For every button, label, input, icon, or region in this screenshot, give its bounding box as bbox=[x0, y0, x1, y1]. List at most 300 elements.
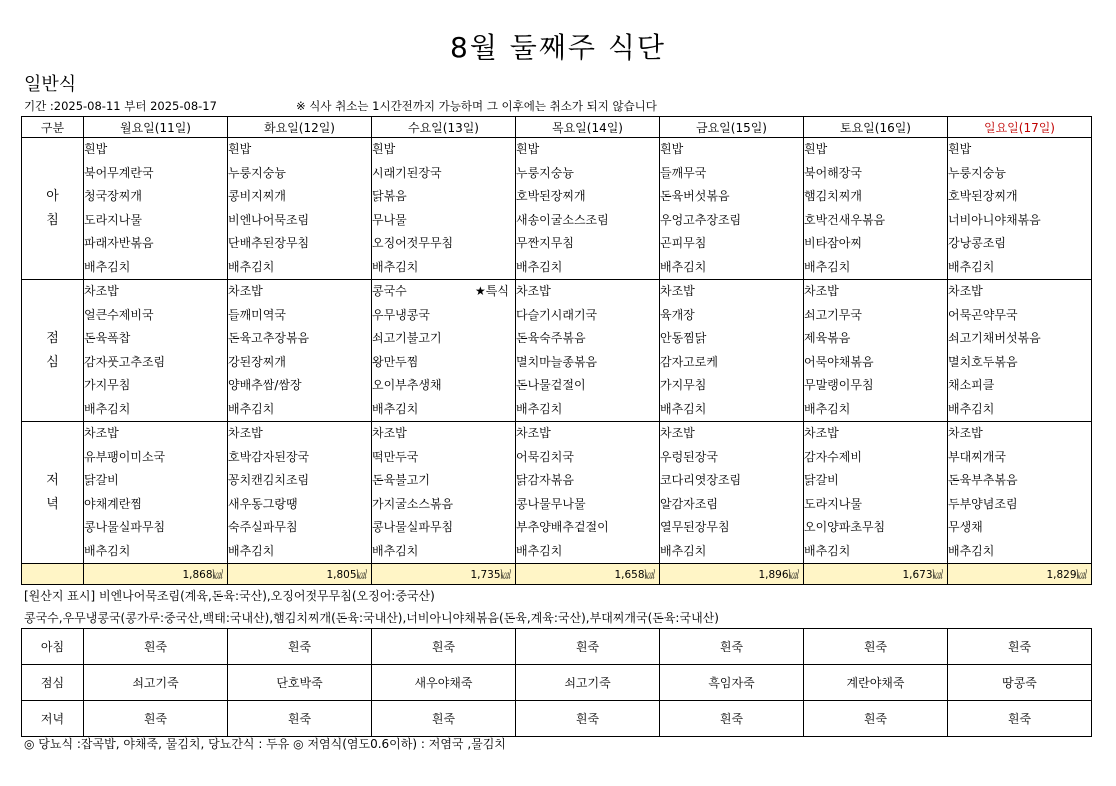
menu-item-text: 콩국수 bbox=[372, 284, 407, 298]
menu-item-text: 숙주실파무침 bbox=[228, 520, 298, 534]
menu-item bbox=[660, 280, 803, 304]
menu-item bbox=[228, 209, 371, 233]
menu-item bbox=[660, 162, 803, 186]
menu-item bbox=[372, 209, 515, 233]
menu-cell-fri bbox=[660, 138, 804, 280]
porridge-row bbox=[22, 629, 1092, 665]
menu-item-text: 가지굴소스볶음 bbox=[372, 496, 454, 511]
menu-item-text: 어묵곤약무국 bbox=[948, 307, 1018, 322]
menu-item-text: 차조밥 bbox=[660, 426, 695, 440]
menu-item bbox=[228, 446, 371, 470]
origin-notice-line2: 콩국수,우무냉콩국(콩가루:중국산,백태:국내산),햄김치찌개(돈육:국내산),너비아니야채볶음(돈육,계육:국산),부대찌개국(돈육:국내산) bbox=[24, 611, 719, 625]
menu-item-text: 콩나물무나물 bbox=[516, 496, 586, 511]
menu-item-text: 돈육폭찹 bbox=[84, 331, 131, 345]
diet-type-label: 일반식 bbox=[24, 74, 77, 95]
menu-item-text: 호박건새우볶음 bbox=[804, 212, 886, 227]
cancellation-notice: ※ 식사 취소는 1시간전까지 가능하며 그 이후에는 취소가 되지 않습니다 bbox=[296, 99, 657, 113]
menu-item bbox=[516, 516, 659, 540]
menu-cell-sun bbox=[948, 422, 1092, 564]
menu-item bbox=[660, 232, 803, 256]
menu-cell-tue bbox=[228, 138, 372, 280]
menu-item bbox=[84, 327, 227, 351]
menu-item-text: 파래자반볶음 bbox=[84, 236, 154, 250]
menu-item bbox=[948, 327, 1091, 351]
menu-item-text: 배추김치 bbox=[804, 259, 851, 274]
menu-item-text: 멸치호두볶음 bbox=[948, 354, 1018, 369]
menu-item-text: 채소피클 bbox=[948, 378, 995, 392]
menu-item bbox=[948, 232, 1091, 256]
menu-item bbox=[228, 185, 371, 209]
menu-item bbox=[228, 304, 371, 328]
menu-item-text: 우엉고추장조림 bbox=[660, 212, 742, 227]
meal-label-char: 심 bbox=[46, 354, 59, 370]
porridge-meal-label: 저녁 bbox=[22, 701, 84, 737]
menu-item-text: 차조밥 bbox=[804, 426, 839, 440]
menu-item-text: 콩나물실파무침 bbox=[372, 520, 454, 534]
menu-item-text: 청국장찌개 bbox=[84, 189, 142, 203]
menu-cell-wed bbox=[372, 422, 516, 564]
menu-item-text: 차조밥 bbox=[516, 284, 551, 298]
menu-item-text: 흰밥 bbox=[516, 142, 540, 156]
menu-item bbox=[372, 540, 515, 564]
menu-item bbox=[228, 540, 371, 564]
menu-item bbox=[372, 398, 515, 422]
menu-item-text: 쇠고기무국 bbox=[804, 307, 862, 322]
period-text: 기간 :2025-08-11 부터 2025-08-17 bbox=[24, 99, 217, 113]
menu-item-text: 알감자조림 bbox=[660, 496, 718, 511]
menu-item bbox=[228, 138, 371, 162]
menu-cell-tue bbox=[228, 422, 372, 564]
menu-item bbox=[372, 327, 515, 351]
menu-item-text: 차조밥 bbox=[228, 284, 263, 298]
menu-item bbox=[84, 493, 227, 517]
menu-item-text: 열무된장무침 bbox=[660, 520, 730, 534]
meal-label-char: 점 bbox=[46, 330, 59, 346]
menu-item bbox=[372, 304, 515, 328]
menu-item-text: 멸치마늘종볶음 bbox=[516, 354, 598, 369]
menu-item bbox=[84, 138, 227, 162]
menu-item-text: 배추김치 bbox=[804, 543, 851, 558]
menu-item bbox=[948, 351, 1091, 375]
menu-item-text: 배추김치 bbox=[660, 401, 707, 416]
menu-item-text: 감자고로케 bbox=[660, 354, 718, 369]
porridge-cell-sat: 계란야채죽 bbox=[804, 665, 948, 701]
menu-item-text: 차조밥 bbox=[372, 426, 407, 440]
menu-item-text: 왕만두찜 bbox=[372, 354, 419, 369]
menu-item bbox=[660, 374, 803, 398]
menu-item bbox=[84, 351, 227, 375]
menu-item bbox=[516, 327, 659, 351]
menu-item bbox=[660, 422, 803, 446]
porridge-cell-sun: 땅콩죽 bbox=[948, 665, 1092, 701]
menu-item-text: 단배추된장무침 bbox=[228, 236, 310, 250]
menu-item bbox=[84, 422, 227, 446]
menu-cell-thu bbox=[516, 138, 660, 280]
menu-item bbox=[660, 446, 803, 470]
menu-item-text: 닭볶음 bbox=[372, 189, 407, 203]
menu-item-text: 누룽지숭늉 bbox=[228, 165, 286, 180]
menu-item bbox=[372, 138, 515, 162]
menu-item-text: 배추김치 bbox=[372, 259, 419, 274]
menu-item bbox=[84, 374, 227, 398]
menu-item bbox=[804, 540, 947, 564]
menu-item bbox=[660, 469, 803, 493]
day-header-sun: 일요일(17일) bbox=[948, 117, 1092, 138]
menu-item bbox=[372, 256, 515, 280]
menu-item-text: 돈육불고기 bbox=[372, 473, 430, 487]
menu-item-text: 호박감자된장국 bbox=[228, 449, 310, 464]
menu-item bbox=[804, 256, 947, 280]
calorie-thu: 1,658㎉ bbox=[516, 564, 660, 585]
meal-label-char: 아 bbox=[46, 188, 59, 204]
menu-item-text: 비엔나어묵조림 bbox=[228, 212, 310, 227]
menu-item-text: 육개장 bbox=[660, 307, 695, 322]
calorie-row bbox=[22, 564, 1092, 585]
porridge-cell-thu: 쇠고기죽 bbox=[516, 665, 660, 701]
menu-item-text: 흰밥 bbox=[660, 142, 684, 156]
weekly-menu-table bbox=[21, 116, 1092, 585]
menu-item bbox=[804, 469, 947, 493]
menu-item bbox=[228, 256, 371, 280]
special-meal-badge: ★특식 bbox=[475, 284, 509, 298]
menu-item-text: 배추김치 bbox=[84, 401, 131, 416]
menu-item-text: 누룽지숭늉 bbox=[516, 165, 574, 180]
porridge-cell-fri: 흑임자죽 bbox=[660, 665, 804, 701]
menu-item bbox=[660, 540, 803, 564]
menu-item bbox=[948, 209, 1091, 233]
menu-item-text: 햄김치찌개 bbox=[804, 189, 862, 203]
menu-item-text: 배추김치 bbox=[804, 401, 851, 416]
menu-item-text: 흰밥 bbox=[228, 142, 252, 156]
menu-item bbox=[516, 256, 659, 280]
menu-item bbox=[84, 540, 227, 564]
porridge-cell-tue: 단호박죽 bbox=[228, 665, 372, 701]
menu-item-text: 어묵김치국 bbox=[516, 449, 574, 464]
menu-item bbox=[660, 256, 803, 280]
menu-item bbox=[516, 469, 659, 493]
menu-item bbox=[84, 162, 227, 186]
menu-item bbox=[228, 232, 371, 256]
menu-item bbox=[516, 540, 659, 564]
day-header-mon: 월요일(11일) bbox=[84, 117, 228, 138]
menu-item bbox=[516, 280, 659, 304]
menu-item bbox=[228, 398, 371, 422]
menu-item-text: 차조밥 bbox=[804, 284, 839, 298]
menu-item bbox=[948, 540, 1091, 564]
day-header-tue: 화요일(12일) bbox=[228, 117, 372, 138]
menu-item-text: 오징어젓무무침 bbox=[372, 236, 454, 250]
menu-item bbox=[372, 374, 515, 398]
menu-item-text: 배추김치 bbox=[372, 543, 419, 558]
menu-item-text: 비타잠아찌 bbox=[804, 236, 862, 250]
menu-cell-thu bbox=[516, 422, 660, 564]
menu-item-text: 차조밥 bbox=[948, 426, 983, 440]
menu-item-text: 차조밥 bbox=[84, 426, 119, 440]
menu-item bbox=[804, 493, 947, 517]
menu-item bbox=[228, 162, 371, 186]
menu-item bbox=[804, 516, 947, 540]
porridge-meal-label: 점심 bbox=[22, 665, 84, 701]
menu-item bbox=[948, 469, 1091, 493]
porridge-cell-sat: 흰죽 bbox=[804, 629, 948, 665]
menu-cell-fri bbox=[660, 422, 804, 564]
menu-item bbox=[948, 162, 1091, 186]
menu-item-text: 차조밥 bbox=[660, 284, 695, 298]
menu-item-text: 배추김치 bbox=[948, 401, 995, 416]
menu-item bbox=[948, 422, 1091, 446]
menu-item bbox=[516, 422, 659, 446]
menu-item-text: 새송이굴소스조림 bbox=[516, 212, 609, 227]
menu-item-text: 곤피무침 bbox=[660, 236, 707, 250]
menu-item bbox=[228, 351, 371, 375]
menu-item-text: 누룽지숭늉 bbox=[948, 165, 1006, 180]
menu-item-text: 다슬기시래기국 bbox=[516, 307, 598, 322]
menu-item bbox=[804, 209, 947, 233]
menu-item-text: 우렁된장국 bbox=[660, 449, 718, 464]
menu-item bbox=[948, 256, 1091, 280]
menu-item-text: 돈육숙주볶음 bbox=[516, 331, 586, 345]
menu-item bbox=[804, 446, 947, 470]
calorie-tue: 1,805㎉ bbox=[228, 564, 372, 585]
menu-item bbox=[804, 162, 947, 186]
menu-item bbox=[516, 493, 659, 517]
menu-item-text: 강낭콩조림 bbox=[948, 236, 1006, 250]
meal-row bbox=[22, 422, 1092, 564]
menu-item-text: 돈육고추장볶음 bbox=[228, 331, 310, 345]
menu-item-text: 부대찌개국 bbox=[948, 449, 1006, 464]
menu-item-text: 차조밥 bbox=[948, 284, 983, 298]
porridge-cell-sun: 흰죽 bbox=[948, 629, 1092, 665]
porridge-cell-mon: 흰죽 bbox=[84, 701, 228, 737]
day-header-wed: 수요일(13일) bbox=[372, 117, 516, 138]
porridge-cell-wed: 흰죽 bbox=[372, 701, 516, 737]
porridge-cell-sat: 흰죽 bbox=[804, 701, 948, 737]
menu-item-text: 흰밥 bbox=[804, 142, 828, 156]
menu-item bbox=[660, 493, 803, 517]
menu-item bbox=[372, 469, 515, 493]
menu-item bbox=[660, 351, 803, 375]
header-label: 구분 bbox=[22, 117, 84, 138]
porridge-cell-wed: 새우야채죽 bbox=[372, 665, 516, 701]
menu-item bbox=[948, 398, 1091, 422]
menu-item-text: 어묵야채볶음 bbox=[804, 354, 874, 369]
menu-item-text: 꽁치캔김치조림 bbox=[228, 473, 310, 487]
meal-label-char: 저 bbox=[46, 472, 59, 488]
menu-item bbox=[804, 185, 947, 209]
menu-item-text: 오이양파초무침 bbox=[804, 520, 886, 534]
menu-item-text: 호박된장찌개 bbox=[948, 189, 1018, 203]
menu-cell-sat bbox=[804, 422, 948, 564]
menu-cell-sat bbox=[804, 280, 948, 422]
menu-item bbox=[84, 516, 227, 540]
porridge-cell-fri: 흰죽 bbox=[660, 701, 804, 737]
menu-item bbox=[228, 422, 371, 446]
menu-item-text: 야채계란찜 bbox=[84, 496, 142, 511]
meal-row bbox=[22, 280, 1092, 422]
menu-cell-mon bbox=[84, 280, 228, 422]
menu-item bbox=[516, 446, 659, 470]
meal-label bbox=[22, 280, 84, 422]
menu-item bbox=[804, 232, 947, 256]
menu-item bbox=[660, 327, 803, 351]
menu-item-text: 유부팽이미소국 bbox=[84, 449, 166, 464]
menu-item-text: 코다리엿장조림 bbox=[660, 473, 742, 487]
meal-label bbox=[22, 138, 84, 280]
menu-item bbox=[804, 351, 947, 375]
menu-item bbox=[948, 446, 1091, 470]
menu-item bbox=[516, 374, 659, 398]
menu-item bbox=[660, 138, 803, 162]
menu-item bbox=[516, 138, 659, 162]
menu-item bbox=[516, 304, 659, 328]
menu-item-text: 얼큰수제비국 bbox=[84, 307, 154, 322]
porridge-cell-fri: 흰죽 bbox=[660, 629, 804, 665]
menu-item bbox=[948, 304, 1091, 328]
menu-item-text: 배추김치 bbox=[84, 259, 131, 274]
menu-item-text: 무말랭이무침 bbox=[804, 378, 874, 392]
menu-item-text: 콩나물실파무침 bbox=[84, 520, 166, 534]
menu-item bbox=[804, 374, 947, 398]
menu-item bbox=[516, 162, 659, 186]
menu-item-text: 새우동그랑땡 bbox=[228, 496, 298, 511]
menu-item bbox=[228, 469, 371, 493]
day-header-thu: 목요일(14일) bbox=[516, 117, 660, 138]
calorie-sun: 1,829㎉ bbox=[948, 564, 1092, 585]
menu-item bbox=[84, 256, 227, 280]
porridge-cell-thu: 흰죽 bbox=[516, 701, 660, 737]
menu-item-text: 배추김치 bbox=[948, 259, 995, 274]
menu-item-text: 북어해장국 bbox=[804, 165, 862, 180]
menu-item-text: 콩비지찌개 bbox=[228, 189, 286, 203]
menu-item-text: 차조밥 bbox=[84, 284, 119, 298]
porridge-cell-mon: 쇠고기죽 bbox=[84, 665, 228, 701]
menu-item bbox=[372, 516, 515, 540]
menu-item-text: 들깨무국 bbox=[660, 165, 707, 180]
menu-item-text: 시래기된장국 bbox=[372, 165, 442, 180]
menu-item-text: 배추김치 bbox=[84, 543, 131, 558]
menu-item bbox=[84, 446, 227, 470]
menu-item bbox=[372, 422, 515, 446]
menu-item-text: 돈육버섯볶음 bbox=[660, 189, 730, 203]
menu-item-text: 우무냉콩국 bbox=[372, 307, 430, 322]
menu-item bbox=[660, 209, 803, 233]
menu-item-text: 북어무계란국 bbox=[84, 165, 154, 180]
menu-item bbox=[948, 280, 1091, 304]
porridge-cell-tue: 흰죽 bbox=[228, 629, 372, 665]
menu-cell-sun bbox=[948, 138, 1092, 280]
menu-item-text: 돈육부추볶음 bbox=[948, 473, 1018, 487]
menu-item-text: 감자수제비 bbox=[804, 449, 862, 464]
menu-item-text: 너비아니야채볶음 bbox=[948, 212, 1041, 227]
menu-item-text: 안동찜닭 bbox=[660, 331, 707, 345]
menu-item bbox=[948, 516, 1091, 540]
menu-item bbox=[660, 398, 803, 422]
calorie-sat: 1,673㎉ bbox=[804, 564, 948, 585]
menu-item bbox=[84, 185, 227, 209]
page-title: 8월 둘째주 식단 bbox=[450, 31, 666, 64]
porridge-table bbox=[21, 628, 1092, 737]
menu-item bbox=[372, 162, 515, 186]
menu-item bbox=[516, 351, 659, 375]
menu-cell-sun bbox=[948, 280, 1092, 422]
menu-cell-tue bbox=[228, 280, 372, 422]
menu-item-text: 배추김치 bbox=[516, 543, 563, 558]
menu-item-text: 도라지나물 bbox=[804, 496, 862, 511]
calorie-mon: 1,868㎉ bbox=[84, 564, 228, 585]
menu-item-text: 돈나물겉절이 bbox=[516, 378, 586, 392]
menu-item-text: 배추김치 bbox=[228, 259, 275, 274]
menu-item-text: 떡만두국 bbox=[372, 449, 419, 464]
menu-item bbox=[516, 398, 659, 422]
menu-item bbox=[516, 209, 659, 233]
menu-item bbox=[228, 374, 371, 398]
menu-item-text: 양배추쌈/쌈장 bbox=[228, 378, 302, 392]
porridge-cell-mon: 흰죽 bbox=[84, 629, 228, 665]
menu-item bbox=[516, 185, 659, 209]
menu-item-text: 배추김치 bbox=[516, 259, 563, 274]
menu-item-text: 가지무침 bbox=[660, 378, 707, 392]
menu-item-text: 가지무침 bbox=[84, 378, 131, 392]
origin-notice-line1: [원산지 표시] 비엔나어묵조림(계육,돈육:국산),오징어젓무무침(오징어:중국산) bbox=[24, 589, 435, 603]
menu-item bbox=[948, 138, 1091, 162]
porridge-cell-thu: 흰죽 bbox=[516, 629, 660, 665]
menu-item bbox=[804, 327, 947, 351]
menu-item bbox=[228, 327, 371, 351]
menu-item-text: 배추김치 bbox=[372, 401, 419, 416]
menu-item bbox=[804, 138, 947, 162]
menu-item bbox=[228, 493, 371, 517]
menu-item-text: 무나물 bbox=[372, 212, 407, 227]
diet-note-footer: ◎ 당뇨식 :잡곡밥, 야채죽, 물김치, 당뇨간식 : 두유 ◎ 저염식(염도0.6이하) : 저염국 ,물김치 bbox=[24, 737, 506, 751]
menu-item-text: 배추김치 bbox=[660, 543, 707, 558]
porridge-row bbox=[22, 665, 1092, 701]
meal-label bbox=[22, 422, 84, 564]
menu-item bbox=[948, 185, 1091, 209]
menu-item bbox=[660, 516, 803, 540]
menu-cell-fri bbox=[660, 280, 804, 422]
calorie-row-label bbox=[22, 564, 84, 585]
menu-item bbox=[804, 398, 947, 422]
menu-item-text: 배추김치 bbox=[516, 401, 563, 416]
menu-item-text: 들깨미역국 bbox=[228, 307, 286, 322]
menu-header-row bbox=[22, 117, 1092, 138]
menu-item-text: 오이부추생채 bbox=[372, 378, 442, 392]
menu-item-text: 강된장찌개 bbox=[228, 354, 286, 369]
menu-item bbox=[804, 422, 947, 446]
menu-item bbox=[372, 493, 515, 517]
menu-item-text: 배추김치 bbox=[948, 543, 995, 558]
menu-item-text: 감자풋고추조림 bbox=[84, 354, 166, 369]
menu-item-text: 쇠고기채버섯볶음 bbox=[948, 331, 1041, 345]
menu-item bbox=[84, 232, 227, 256]
day-header-sat: 토요일(16일) bbox=[804, 117, 948, 138]
menu-cell-mon bbox=[84, 138, 228, 280]
menu-item-text: 부추양배추겉절이 bbox=[516, 520, 609, 534]
menu-item bbox=[948, 493, 1091, 517]
calorie-fri: 1,896㎉ bbox=[660, 564, 804, 585]
menu-cell-sat bbox=[804, 138, 948, 280]
menu-item-text: 무짠지무침 bbox=[516, 236, 574, 250]
menu-item bbox=[372, 232, 515, 256]
menu-item-text: 두부양념조림 bbox=[948, 496, 1018, 511]
porridge-cell-tue: 흰죽 bbox=[228, 701, 372, 737]
menu-item bbox=[372, 185, 515, 209]
menu-item bbox=[84, 280, 227, 304]
menu-item bbox=[372, 351, 515, 375]
menu-item-text: 제육볶음 bbox=[804, 331, 851, 345]
day-header-fri: 금요일(15일) bbox=[660, 117, 804, 138]
porridge-cell-wed: 흰죽 bbox=[372, 629, 516, 665]
